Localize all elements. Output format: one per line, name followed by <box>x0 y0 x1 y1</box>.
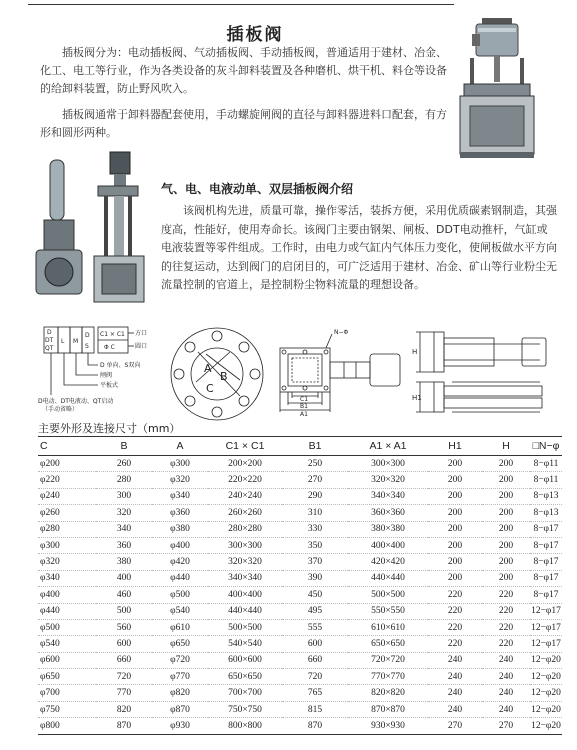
table-cell: 770 <box>96 685 152 701</box>
table-cell: 300×300 <box>348 456 428 472</box>
table-cell: 270 <box>428 718 482 734</box>
table-cell: 200 <box>428 505 482 521</box>
table-cell: 560 <box>96 619 152 635</box>
table-row <box>38 587 562 603</box>
table-cell: 460 <box>96 587 152 603</box>
table-cell: 600 <box>282 636 348 652</box>
table-cell: 555 <box>282 619 348 635</box>
table-cell: 320×320 <box>348 472 428 488</box>
table-cell: 340×340 <box>348 488 428 504</box>
table-cell: 800×800 <box>208 718 282 734</box>
flange-label-a: A <box>204 362 212 375</box>
table-cell: 360 <box>96 537 152 553</box>
model-code-diagram <box>30 323 170 415</box>
table-cell: φ540 <box>152 603 208 619</box>
label-drive-types: D电动、DT电液动、QT启动 <box>38 398 114 405</box>
table-cell: φ340 <box>152 488 208 504</box>
header-a: A <box>152 437 208 456</box>
table-cell: 820 <box>96 701 152 717</box>
table-cell: 870 <box>96 718 152 734</box>
side-label-h: H <box>412 348 418 356</box>
code-drive-d: D <box>47 329 52 336</box>
table-row <box>38 701 562 717</box>
table-cell: 400×400 <box>208 587 282 603</box>
section-paragraph: 该阀机构先进，质量可靠，操作零活，装拆方便，采用优质碳素钢制造，其强度高，性能好，使用寿命长。该阀门主要由钢架、闸板、DDT电动推杆，气缸或电液装置等零件组成。工作时，由电力或气缸内气体压力变化，使闸板做水平方向的往复运动，达到阀门的启闭目的，可广泛适用于建材、冶金、矿山等行业粉尘无流量控制的官道上，是控制粉尘物料流量的理想设备。 <box>161 204 557 291</box>
table-cell: 280×280 <box>208 521 282 537</box>
table-cell: 310 <box>282 505 348 521</box>
table-cell: 200×200 <box>208 456 282 472</box>
table-row <box>38 537 562 553</box>
table-cell: 240 <box>428 701 482 717</box>
table-row <box>38 685 562 701</box>
table-cell: φ200 <box>38 456 96 472</box>
table-cell: 610×610 <box>348 619 428 635</box>
intro-paragraph-2: 插板阀通常于卸料器配套使用，手动螺旋闸阀的直径与卸料器进料口配套，有方形和圆形两种。 <box>40 108 447 139</box>
table-cell: φ400 <box>38 587 96 603</box>
table-cell: φ360 <box>152 505 208 521</box>
table-cell: 770×770 <box>348 669 428 685</box>
table-body <box>38 456 562 735</box>
table-cell: 200 <box>482 521 530 537</box>
front-label-n-phi: N−Φ <box>334 329 349 336</box>
table-cell: 200 <box>482 505 530 521</box>
table-cell: 500 <box>96 603 152 619</box>
table-row <box>38 669 562 685</box>
label-direction: D 单向、S双向 <box>100 362 141 369</box>
table-cell: 400×400 <box>348 537 428 553</box>
table-cell: 240 <box>428 652 482 668</box>
table-cell: 220 <box>428 636 482 652</box>
page-title: 插板阀 <box>226 25 284 45</box>
side-label-h1: H1 <box>412 394 422 402</box>
table-cell: 240 <box>428 669 482 685</box>
table-cell: φ650 <box>38 669 96 685</box>
table-cell: φ500 <box>38 619 96 635</box>
table-cell: 200 <box>482 570 530 586</box>
table-row <box>38 570 562 586</box>
table-cell: 200 <box>428 456 482 472</box>
header-c: C <box>38 437 96 456</box>
table-cell: 720 <box>282 669 348 685</box>
table-cell: 600 <box>96 636 152 652</box>
table-cell: 220 <box>482 619 530 635</box>
table-cell: 350 <box>282 537 348 553</box>
table-cell: 250 <box>282 456 348 472</box>
table-row <box>38 619 562 635</box>
table-cell: 300 <box>96 488 152 504</box>
table-header-row <box>38 437 562 456</box>
table-cell: φ400 <box>152 537 208 553</box>
table-cell: 660 <box>96 652 152 668</box>
code-drive-dt: DT <box>45 337 54 344</box>
header-n-phi: □N−φ <box>530 437 562 456</box>
table-cell: 870 <box>282 718 348 734</box>
table-cell: 200 <box>428 472 482 488</box>
table-cell: 8−φ17 <box>530 587 562 603</box>
table-cell: φ750 <box>38 701 96 717</box>
table-cell: 360×360 <box>348 505 428 521</box>
intro-paragraph-1: 插板阀分为：电动插板阀、气动插板阀、手动插板阀，普通适用于建材、冶金、化工、电工等行业，作为各类设备的灰斗卸料装置及各种磨机、烘干机、料仓等设备的给卸料装置，防止野风吹入。 <box>40 46 447 95</box>
code-m: M <box>73 338 79 345</box>
table-cell: 240 <box>482 685 530 701</box>
table-cell: 440×440 <box>348 570 428 586</box>
table-cell: 200 <box>428 554 482 570</box>
header-b: B <box>96 437 152 456</box>
table-cell: φ820 <box>152 685 208 701</box>
front-view-diagram <box>272 324 412 424</box>
table-cell: 220 <box>482 587 530 603</box>
table-cell: 650×650 <box>208 669 282 685</box>
table-cell: 380×380 <box>348 521 428 537</box>
table-cell: 550×550 <box>348 603 428 619</box>
table-cell: 12−φ20 <box>530 701 562 717</box>
table-cell: 440×440 <box>208 603 282 619</box>
table-cell: 260 <box>96 456 152 472</box>
table-cell: 720×720 <box>348 652 428 668</box>
code-round-size: Φ C <box>104 344 115 351</box>
table-cell: 340×340 <box>208 570 282 586</box>
table-cell: 390 <box>282 570 348 586</box>
table-cell: φ770 <box>152 669 208 685</box>
table-cell: 200 <box>428 537 482 553</box>
table-row <box>38 636 562 652</box>
table-cell: 300×300 <box>208 537 282 553</box>
table-cell: 200 <box>428 488 482 504</box>
table-cell: φ540 <box>38 636 96 652</box>
table-cell: 220 <box>482 603 530 619</box>
table-cell: 200 <box>482 456 530 472</box>
table-cell: 500×500 <box>208 619 282 635</box>
table-cell: 260×260 <box>208 505 282 521</box>
flange-diagram <box>168 324 266 424</box>
table-cell: 12−φ20 <box>530 652 562 668</box>
table-cell: φ320 <box>38 554 96 570</box>
table-cell: 290 <box>282 488 348 504</box>
flange-label-b: B <box>220 370 228 383</box>
table-cell: 495 <box>282 603 348 619</box>
table-row <box>38 718 562 734</box>
table-cell: φ610 <box>152 619 208 635</box>
top-rule <box>28 4 454 5</box>
label-manual: （手动省略） <box>42 406 79 413</box>
table-cell: 815 <box>282 701 348 717</box>
table-cell: 240×240 <box>208 488 282 504</box>
header-h1: H1 <box>428 437 482 456</box>
table-cell: 240 <box>482 669 530 685</box>
label-square: 方口 <box>135 330 148 337</box>
table-cell: 8−φ17 <box>530 570 562 586</box>
table-cell: 930×930 <box>348 718 428 734</box>
table-cell: φ800 <box>38 718 96 734</box>
table-cell: 400 <box>96 570 152 586</box>
table-cell: φ280 <box>38 521 96 537</box>
table-cell: φ420 <box>152 554 208 570</box>
table-cell: 200 <box>428 570 482 586</box>
label-round: 圆口 <box>135 343 148 350</box>
table-cell: φ240 <box>38 488 96 504</box>
table-cell: 220 <box>428 603 482 619</box>
table-cell: 380 <box>96 554 152 570</box>
table-cell: 370 <box>282 554 348 570</box>
side-view-diagram <box>412 324 557 424</box>
table-cell: 720 <box>96 669 152 685</box>
table-cell: 660 <box>282 652 348 668</box>
front-label-a1: A1 <box>300 411 308 418</box>
dimension-table <box>38 436 562 735</box>
table-cell: 240 <box>428 685 482 701</box>
code-s: S <box>85 343 89 350</box>
table-cell: 220×220 <box>208 472 282 488</box>
table-cell: 870×870 <box>348 701 428 717</box>
table-cell: 220 <box>482 636 530 652</box>
table-cell: 12−φ20 <box>530 718 562 734</box>
table-cell: 450 <box>282 587 348 603</box>
header-h: H <box>482 437 530 456</box>
section-title: 气、电、电液动单、双层插板阀介绍 <box>161 182 354 196</box>
table-cell: φ260 <box>38 505 96 521</box>
front-label-b1: B1 <box>300 403 308 410</box>
table-title: 主要外形及连接尺寸（mm） <box>38 422 181 435</box>
table-cell: 330 <box>282 521 348 537</box>
table-cell: 650×650 <box>348 636 428 652</box>
table-cell: 200 <box>482 488 530 504</box>
table-cell: 8−φ13 <box>530 488 562 504</box>
table-cell: 200 <box>428 521 482 537</box>
table-row <box>38 652 562 668</box>
table-cell: 8−φ17 <box>530 554 562 570</box>
table-cell: 12−φ20 <box>530 685 562 701</box>
table-cell: φ300 <box>152 456 208 472</box>
table-row <box>38 456 562 472</box>
table-cell: 820×820 <box>348 685 428 701</box>
table-cell: φ440 <box>38 603 96 619</box>
table-cell: 220 <box>428 619 482 635</box>
table-cell: 8−φ11 <box>530 472 562 488</box>
front-label-c1: C1 <box>300 396 309 403</box>
table-row <box>38 603 562 619</box>
table-cell: φ440 <box>152 570 208 586</box>
table-cell: 200 <box>482 472 530 488</box>
table-cell: 270 <box>282 472 348 488</box>
table-cell: 12−φ17 <box>530 619 562 635</box>
code-l: L <box>61 338 65 345</box>
table-cell: 700×700 <box>208 685 282 701</box>
table-cell: 270 <box>482 718 530 734</box>
table-cell: 320 <box>96 505 152 521</box>
table-cell: 8−φ11 <box>530 456 562 472</box>
table-cell: φ380 <box>152 521 208 537</box>
table-cell: φ600 <box>38 652 96 668</box>
header-b1: B1 <box>282 437 348 456</box>
table-cell: 12−φ20 <box>530 669 562 685</box>
label-gate: 闸阀 <box>100 372 113 379</box>
table-cell: 200 <box>482 537 530 553</box>
table-cell: φ930 <box>152 718 208 734</box>
table-cell: φ720 <box>152 652 208 668</box>
pneumatic-gate-valve-photo <box>440 14 550 164</box>
table-cell: 8−φ17 <box>530 521 562 537</box>
table-cell: 220 <box>428 587 482 603</box>
table-cell: 500×500 <box>348 587 428 603</box>
table-cell: φ220 <box>38 472 96 488</box>
table-cell: 320×320 <box>208 554 282 570</box>
table-cell: 420×420 <box>348 554 428 570</box>
table-cell: 8−φ17 <box>530 537 562 553</box>
table-cell: 12−φ17 <box>530 636 562 652</box>
table-cell: 8−φ13 <box>530 505 562 521</box>
table-cell: 240 <box>482 701 530 717</box>
table-cell: 200 <box>482 554 530 570</box>
table-cell: 540×540 <box>208 636 282 652</box>
table-row <box>38 554 562 570</box>
code-square-size: C1 × C1 <box>100 331 125 338</box>
table-cell: φ500 <box>152 587 208 603</box>
table-row <box>38 521 562 537</box>
table-cell: φ700 <box>38 685 96 701</box>
table-cell: 765 <box>282 685 348 701</box>
table-cell: φ340 <box>38 570 96 586</box>
table-row <box>38 472 562 488</box>
code-drive-qt: QT <box>45 345 54 352</box>
table-cell: 240 <box>482 652 530 668</box>
electric-gate-valve-photo <box>30 150 160 310</box>
table-cell: 600×600 <box>208 652 282 668</box>
header-a1xa1: A1 × A1 <box>348 437 428 456</box>
label-plate: 平板式 <box>100 382 119 389</box>
table-cell: 750×750 <box>208 701 282 717</box>
table-cell: φ870 <box>152 701 208 717</box>
table-cell: 280 <box>96 472 152 488</box>
header-c1xc1: C1 × C1 <box>208 437 282 456</box>
table-row <box>38 505 562 521</box>
table-cell: φ650 <box>152 636 208 652</box>
table-row <box>38 488 562 504</box>
code-d: D <box>85 332 90 339</box>
table-cell: φ300 <box>38 537 96 553</box>
table-cell: 340 <box>96 521 152 537</box>
table-cell: 12−φ17 <box>530 603 562 619</box>
table-cell: φ320 <box>152 472 208 488</box>
flange-label-c: C <box>206 382 214 395</box>
